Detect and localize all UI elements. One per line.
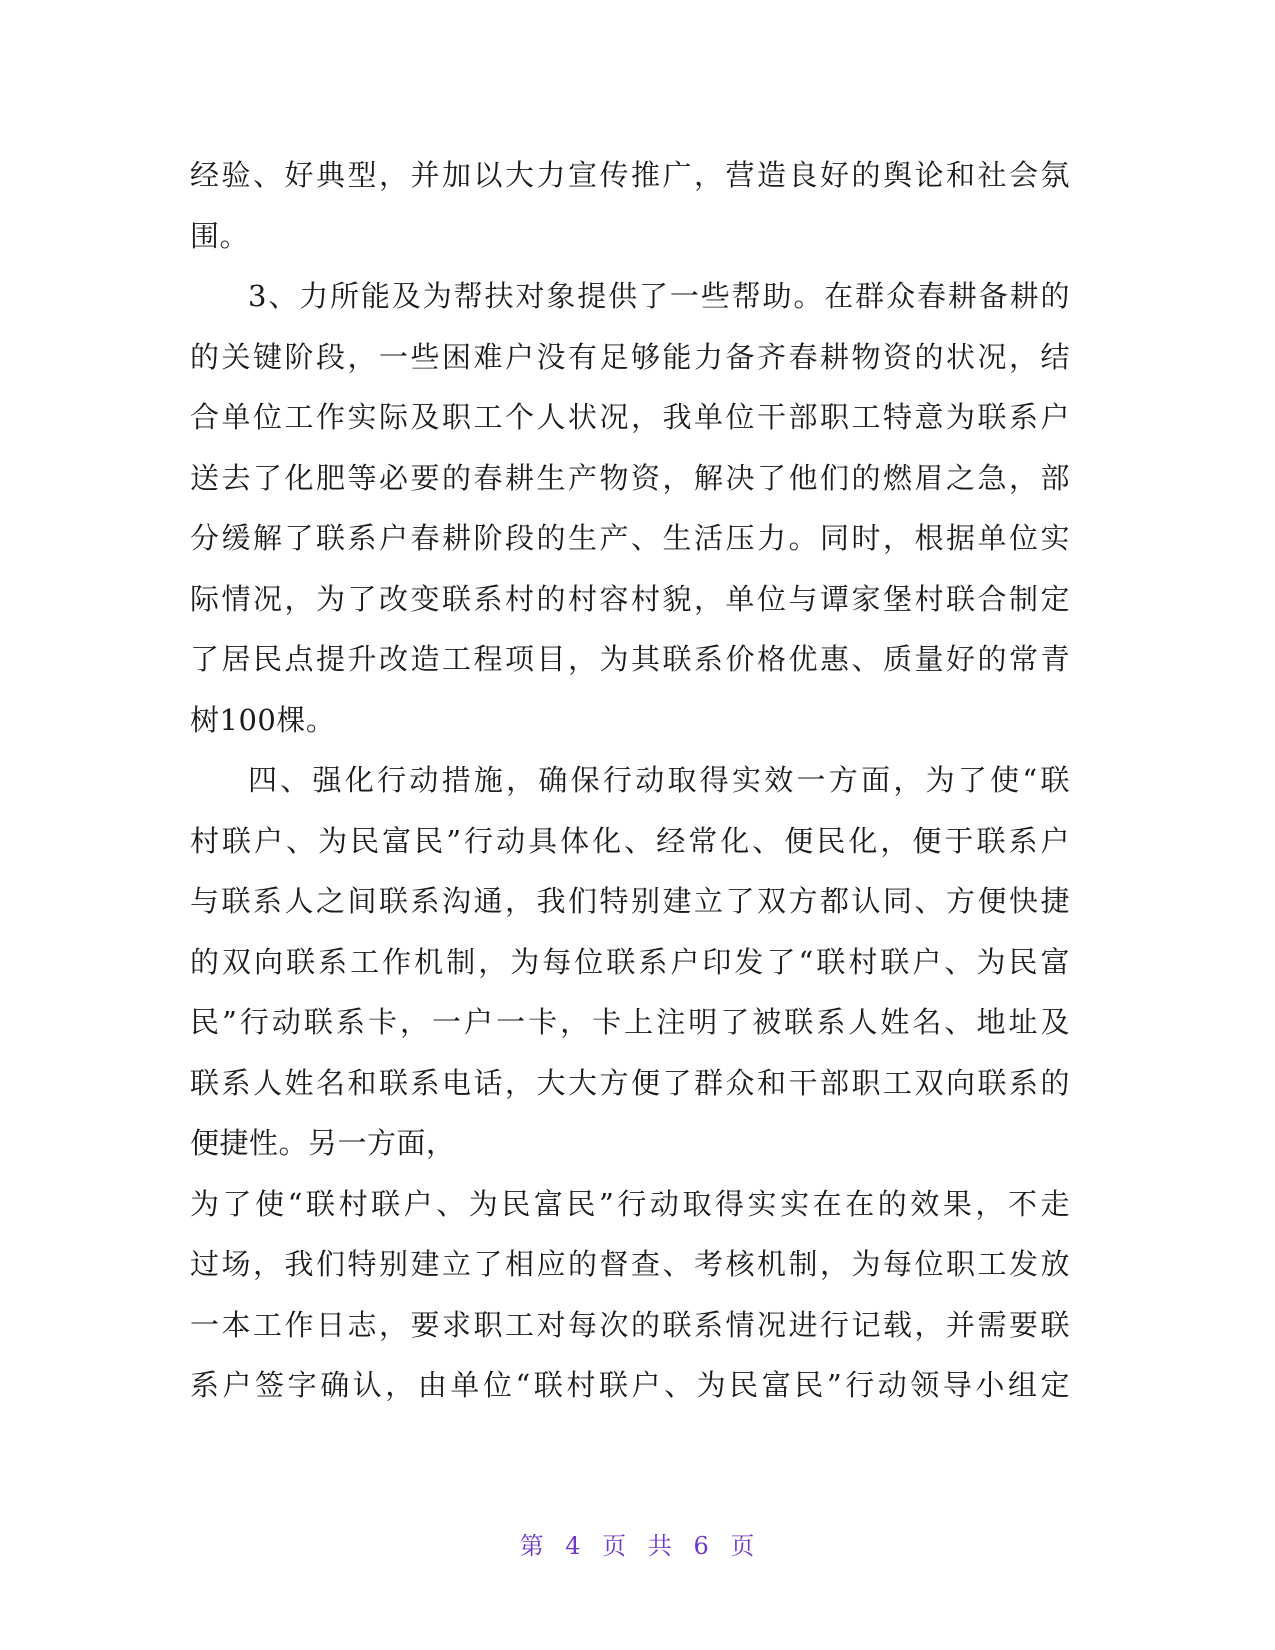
current-page-number: 4 <box>565 1532 582 1560</box>
text-line: 四、强化行动措施，确保行动取得实效一方面，为了使“联 <box>248 763 1070 797</box>
text-line: 系户签字确认，由单位“联村联户、为民富民”行动领导小组定 <box>190 1368 1070 1402</box>
text-line: 民”行动联系卡，一户一卡，卡上注明了被联系人姓名、地址及 <box>190 1005 1070 1039</box>
text-line: 过场，我们特别建立了相应的督查、考核机制，为每位职工发放 <box>190 1247 1070 1281</box>
footer-total-word: 共 <box>647 1532 673 1560</box>
text-line: 的关键阶段，一些困难户没有足够能力备齐春耕物资的状况，结 <box>190 339 1070 374</box>
page-footer <box>0 1526 1275 1561</box>
text-line: 便捷性。另一方面， <box>190 1126 456 1160</box>
text-line: 经验、好典型，并加以大力宣传推广，营造良好的舆论和社会氛 <box>190 158 1070 192</box>
text-line: 一本工作日志，要求职工对每次的联系情况进行记载，并需要联 <box>190 1307 1070 1342</box>
text-line: 分缓解了联系户春耕阶段的生产、生活压力。同时，根据单位实 <box>190 521 1070 555</box>
text-line: 3、力所能及为帮扶对象提供了一些帮助。在群众春耕备耕的 <box>248 279 1070 313</box>
footer-prefix: 第 <box>519 1532 545 1560</box>
text-line: 围。 <box>190 218 250 253</box>
text-line: 树100棵。 <box>190 702 336 737</box>
text-line: 联系人姓名和联系电话，大大方便了群众和干部职工双向联系的 <box>190 1065 1070 1100</box>
text-line: 村联户、为民富民”行动具体化、经常化、便民化，便于联系户 <box>190 823 1070 858</box>
text-line: 送去了化肥等必要的春耕生产物资，解决了他们的燃眉之急，部 <box>190 460 1070 495</box>
text-line: 际情况，为了改变联系村的村容村貌，单位与谭家堡村联合制定 <box>190 581 1070 616</box>
total-pages-number: 6 <box>693 1532 710 1560</box>
footer-page-word: 页 <box>602 1532 628 1560</box>
text-line: 了居民点提升改造工程项目，为其联系价格优惠、质量好的常青 <box>190 642 1070 676</box>
text-line: 为了使“联村联户、为民富民”行动取得实实在在的效果，不走 <box>190 1186 1070 1221</box>
text-line: 与联系人之间联系沟通，我们特别建立了双方都认同、方便快捷 <box>190 884 1070 918</box>
document-body <box>190 145 1070 1416</box>
text-line: 的双向联系工作机制，为每位联系户印发了“联村联户、为民富 <box>190 944 1070 979</box>
text-line: 合单位工作实际及职工个人状况，我单位干部职工特意为联系户 <box>190 400 1070 434</box>
footer-suffix: 页 <box>730 1532 756 1560</box>
